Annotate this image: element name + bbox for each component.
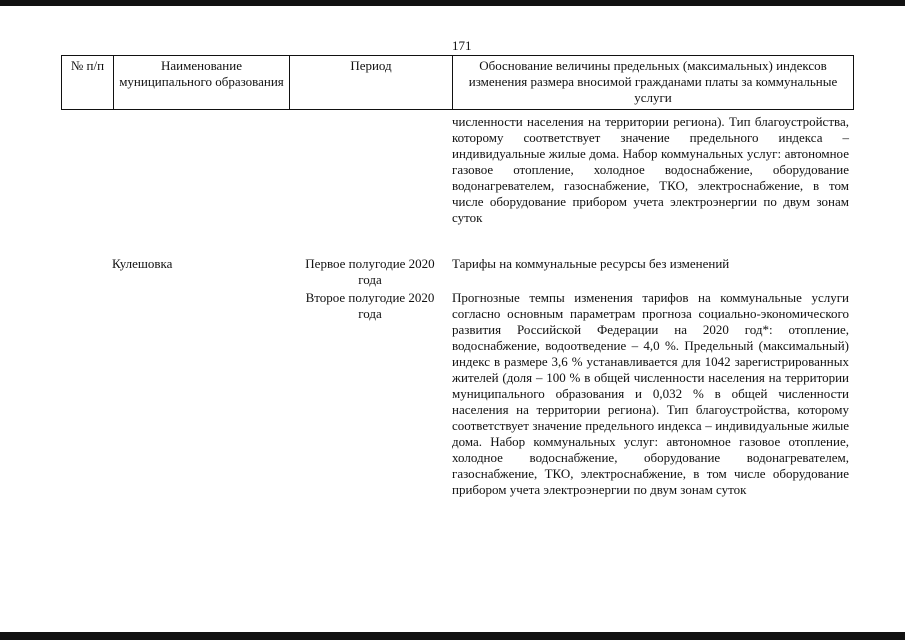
header-col-number xyxy=(62,56,114,109)
period-first-half: Первое полугодие 2020 года xyxy=(305,256,435,287)
page-number: 171 xyxy=(452,38,472,53)
period-second-half: Второе полугодие 2020 года xyxy=(305,290,435,321)
scan-bottom-border xyxy=(0,632,905,640)
header-col-period xyxy=(290,56,453,109)
municipality-name: Кулешовка xyxy=(112,256,173,271)
scan-top-border xyxy=(0,0,905,6)
table-header xyxy=(61,55,854,110)
header-justification-label: Обоснование величины предельных (максимальных) индексов изменения размера вносимой гражданами платы за коммунальные услуги xyxy=(468,58,838,105)
header-name-label: Наименование муниципального образования xyxy=(119,58,284,89)
header-col-name xyxy=(114,56,290,109)
header-period-label: Период xyxy=(350,58,392,73)
justification-second-half: Прогнозные темпы изменения тарифов на коммунальные услуги согласно основным параметрам прогноза социально-экономического развития Российской Федерации на 2020 год*: отопление, водоснабжение, водоотведение – 4,0 %. Предельный (максимальный) индекс в размере 3,6 % устанавливается для 1042 зарегистрированных жителей (доля – 100 % в общей численности населения на территории муниципального образования и 0,032 % в общей численности населения на территории региона). Тип благоустройства, которому соответствует значение предельного индекса – индивидуальные жилые дома. Набор коммунальных услуг: автономное газовое отопление, холодное водоснабжение, оборудование водонагревателем, газоснабжение, ТКО, электроснабжение, в том числе оборудование прибором учета электроэнергии по двум зонам суток xyxy=(452,290,849,497)
continued-justification-text: численности населения на территории региона). Тип благоустройства, которому соответствует значение предельного индекса – индивидуальные жилые дома. Набор коммунальных услуг: автономное газовое отопление, холодное водоснабжение, оборудование водонагревателем, газоснабжение, ТКО, электроснабжение, в том числе оборудование прибором учета электроэнергии по двум зонам суток xyxy=(452,114,849,225)
header-col-justification xyxy=(453,56,853,109)
justification-first-half: Тарифы на коммунальные ресурсы без изменений xyxy=(452,256,730,271)
header-number-label: № п/п xyxy=(70,58,105,73)
